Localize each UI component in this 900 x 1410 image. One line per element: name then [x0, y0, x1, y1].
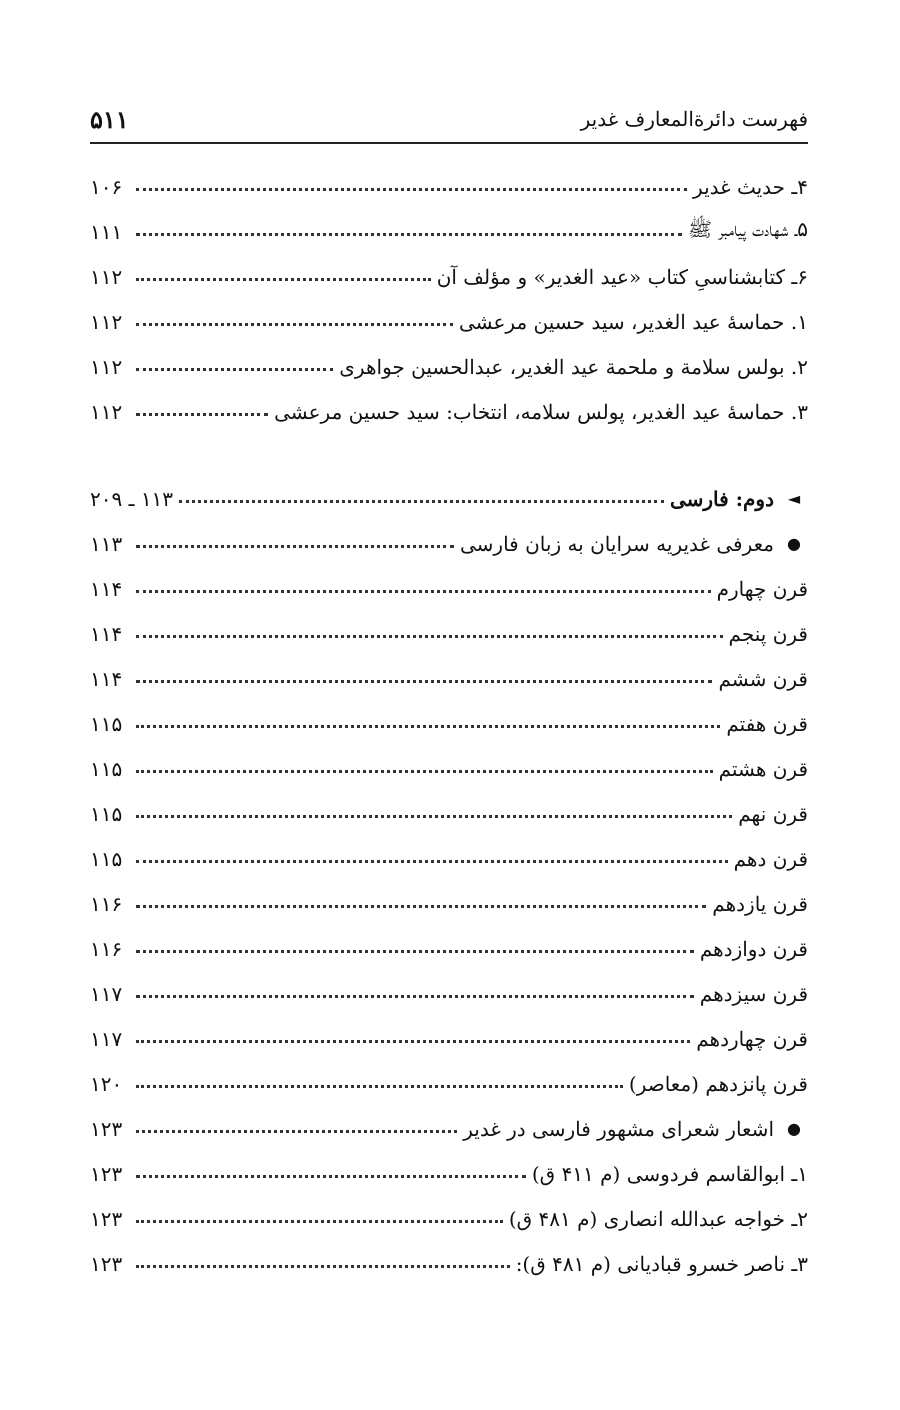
- toc-entry-page: ۱۱۲: [90, 264, 123, 289]
- toc-entry-text: ۴ـ حدیث غدیر: [693, 174, 808, 199]
- toc-entry-text: ۱. حماسهٔ عید الغدیر، سید حسین مرعشی: [458, 309, 808, 334]
- dot-leader: [136, 680, 712, 683]
- toc-entry-text: ۱ـ ابوالقاسم فردوسی (م ۴۱۱ ق): [531, 1161, 808, 1186]
- toc-entry-text: ۳. حماسهٔ عید الغدیر، پولس سلامه، انتخاب: سید حسین مرعشی: [274, 399, 808, 424]
- toc-entry-page: ۱۱۲: [90, 354, 123, 379]
- toc-entry-page: ۱۲۳: [90, 1251, 123, 1276]
- toc-entry-page: ۱۲۳: [90, 1161, 123, 1186]
- page-number: ۵۱۱: [90, 104, 129, 134]
- toc-entry-page: ۱۱۷: [90, 1026, 123, 1051]
- toc-entry: [90, 1241, 808, 1286]
- toc-entry: [90, 656, 808, 701]
- toc-entry-page: ۱۱۴: [90, 576, 123, 601]
- dot-leader: [136, 905, 706, 908]
- dot-leader: [136, 635, 723, 638]
- toc-entry-page: ۱۱۷: [90, 981, 123, 1006]
- toc-entry-text: ۲ـ خواجه عبدالله انصاری (م ۴۸۱ ق): [508, 1206, 808, 1231]
- dot-leader: [136, 368, 333, 371]
- dot-leader: [136, 860, 728, 863]
- toc-entry: [90, 1196, 808, 1241]
- toc-entry: [90, 254, 808, 299]
- toc-entry: [90, 611, 808, 656]
- toc-entry-text: قرن پانزدهم (معاصر): [628, 1071, 808, 1096]
- toc-entry-text: قرن یازدهم: [712, 891, 808, 916]
- toc-entry: [90, 566, 808, 611]
- dot-leader: [136, 323, 453, 326]
- triangle-marker-icon: ◄: [787, 489, 801, 508]
- section-heading: [90, 476, 808, 521]
- toc-entry-page: ۱۲۰: [90, 1071, 123, 1096]
- toc-entry-page: ۱۱۲: [90, 399, 123, 424]
- section-pages: ۱۱۳ ـ ۲۰۹: [90, 486, 174, 511]
- toc-entry: [90, 881, 808, 926]
- toc-entry: [90, 971, 808, 1016]
- dot-leader: [136, 188, 687, 191]
- toc-entry: [90, 299, 808, 344]
- bullet-icon: ●: [787, 534, 801, 553]
- toc-entry: [90, 1016, 808, 1061]
- toc-entry: [90, 1061, 808, 1106]
- section-title: دوم: فارسی: [669, 486, 774, 511]
- dot-leader: [136, 950, 694, 953]
- toc-entry-page: ۱۱۶: [90, 891, 123, 916]
- toc-entry-text: ۲. بولس سلامة و ملحمة عید الغدیر، عبدالحسین جواهری: [339, 354, 808, 379]
- toc-entry-text: قرن چهاردهم: [696, 1026, 808, 1051]
- toc-entry-page: ۱۱۵: [90, 756, 123, 781]
- toc-entry: [90, 791, 808, 836]
- toc-entry-text: ۵ـ شهادت پیامبر ﷺ: [687, 217, 808, 241]
- dot-leader: [179, 500, 664, 503]
- dot-leader: [136, 725, 720, 728]
- toc-entry-text: قرن ششم: [718, 666, 808, 691]
- dot-leader: [136, 233, 682, 236]
- dot-leader: [136, 770, 713, 773]
- dot-leader: [136, 1085, 623, 1088]
- toc-entry: [90, 344, 808, 389]
- dot-leader: [136, 1220, 503, 1223]
- toc-entry-page: ۱۲۳: [90, 1116, 123, 1141]
- dot-leader: [136, 1265, 510, 1268]
- toc-entry: [90, 836, 808, 881]
- toc-entry-page: ۱۱۴: [90, 621, 123, 646]
- toc-entry: [90, 389, 808, 434]
- toc-entry: [90, 701, 808, 746]
- dot-leader: [136, 413, 268, 416]
- toc-entry-text: معرفی غدیریه سرایان به زبان فارسی: [460, 531, 774, 556]
- bullet-icon: ●: [787, 1119, 801, 1138]
- toc-entry-text: قرن چهارم: [716, 576, 808, 601]
- dot-leader: [136, 545, 454, 548]
- toc-entry-page: ۱۱۱: [90, 219, 123, 244]
- book-title: فهرست دائرة‌المعارف غدیر: [580, 107, 808, 131]
- dot-leader: [136, 590, 711, 593]
- toc-entry-text: اشعار شعرای مشهور فارسی در غدیر: [463, 1116, 774, 1141]
- toc-entry-text: قرن هشتم: [718, 756, 808, 781]
- toc-entry-text: قرن دوازدهم: [699, 936, 808, 961]
- toc-entry-text: قرن دهم: [733, 846, 808, 871]
- toc-entry: [90, 164, 808, 209]
- dot-leader: [136, 815, 732, 818]
- toc-entry-page: ۱۱۵: [90, 801, 123, 826]
- toc-entry-page: ۱۱۳: [90, 531, 123, 556]
- toc-entry-page: ۱۲۳: [90, 1206, 123, 1231]
- toc-entry-page: ۱۱۶: [90, 936, 123, 961]
- toc-entry-page: ۱۱۵: [90, 846, 123, 871]
- toc-entry: [90, 521, 808, 566]
- toc-entry-text: ۳ـ ناصر خسرو قبادیانی (م ۴۸۱ ق):: [515, 1251, 808, 1276]
- toc-entry-page: ۱۱۴: [90, 666, 123, 691]
- toc-entry: [90, 209, 808, 254]
- toc-entry-page: ۱۱۲: [90, 309, 123, 334]
- toc-entry: [90, 1106, 808, 1151]
- page-header: [90, 96, 808, 144]
- toc-entry-text: قرن سیزدهم: [699, 981, 808, 1006]
- toc-entry-text: قرن هفتم: [726, 711, 808, 736]
- section-gap: [90, 434, 808, 476]
- dot-leader: [136, 1130, 457, 1133]
- toc-entry: [90, 926, 808, 971]
- table-of-contents: [90, 164, 808, 1286]
- dot-leader: [136, 1040, 690, 1043]
- toc-entry-text: قرن نهم: [738, 801, 808, 826]
- toc-entry-page: ۱۱۵: [90, 711, 123, 736]
- dot-leader: [136, 278, 431, 281]
- toc-entry-text: قرن پنجم: [728, 621, 808, 646]
- toc-entry-text: ۶ـ کتابشناسیِ کتاب «عید الغدیر» و مؤلف آن: [436, 264, 808, 289]
- dot-leader: [136, 1175, 526, 1178]
- dot-leader: [136, 995, 694, 998]
- toc-entry: [90, 746, 808, 791]
- toc-entry: [90, 1151, 808, 1196]
- toc-entry-page: ۱۰۶: [90, 174, 123, 199]
